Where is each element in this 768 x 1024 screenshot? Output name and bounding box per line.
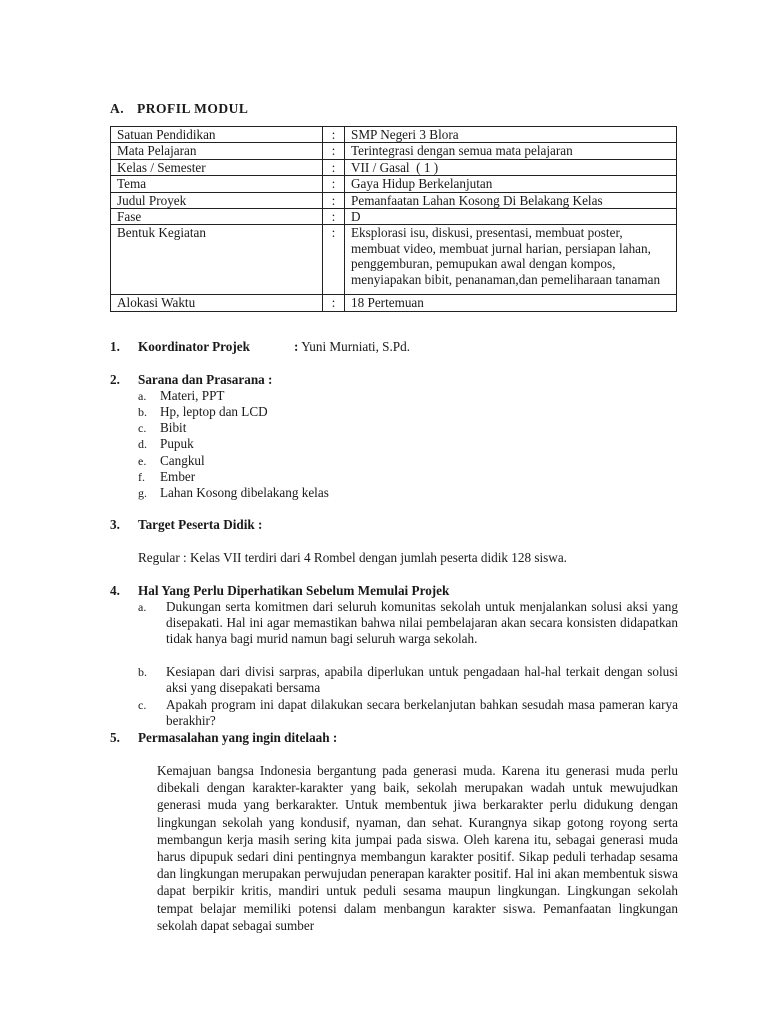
section-title: PROFIL MODUL bbox=[137, 101, 249, 116]
row-separator: : bbox=[323, 143, 345, 159]
row-value: VII / Gasal ( 1 ) bbox=[345, 159, 677, 175]
list-item bbox=[138, 469, 195, 485]
list-letter: f. bbox=[138, 470, 145, 484]
item-title: Sarana dan Prasarana : bbox=[138, 372, 273, 387]
list-text: Ember bbox=[160, 469, 196, 484]
item-separator: : bbox=[294, 339, 299, 354]
problem-heading bbox=[110, 730, 337, 746]
row-value: SMP Negeri 3 Blora bbox=[345, 127, 677, 143]
row-label: Tema bbox=[111, 176, 323, 192]
table-row bbox=[111, 225, 677, 295]
row-separator: : bbox=[323, 209, 345, 225]
table-row bbox=[111, 295, 677, 311]
row-value: Eksplorasi isu, diskusi, presentasi, membuat poster, membuat video, membuat jurnal harian, persiapan lahan, penggemburan, pemupukan awal dengan kompos, menyiapakan bibit, penanaman,dan pemeliharaan tanaman bbox=[345, 225, 677, 295]
item-number: 1. bbox=[110, 339, 120, 354]
list-text: Kesiapan dari divisi sarpras, apabila diperlukan untuk pengadaan hal-hal terkait dengan solusi aksi yang disepakati bersama bbox=[166, 664, 678, 695]
considerations-heading bbox=[110, 583, 449, 599]
item-number: 4. bbox=[110, 583, 120, 598]
problem-paragraph: Kemajuan bangsa Indonesia bergantung pada generasi muda. Karena itu generasi muda perlu dibekali dengan karakter-karakter yang baik, sekolah merupakan wadah untuk mewujudkan generasi muda yang berkarakter. Untuk membentuk jiwa berkarakter perlu didukung dengan lingkungan sekolah yang kondusif, nyaman, dan sehat. Kurangnya sikap gotong royong serta membangun kerja masih sering kita jumpai pada siswa. Oleh karena itu, sebagai generasi muda harus dipupuk sedari dini pentingnya membangun karakter positif. Sikap peduli terhadap sesama dan lingkungan merupakan perwujudan penerapan karakter positif. Hal ini akan membentuk siswa dapat berpikir kritis, mandiri untuk peduli sesama maupun lingkungan. Lingkungan sekolah tempat belajar memiliki potensi dalam menbangun karakter siswa. Pemanfaatan lingkungan sekolah dapat sebagai sumber bbox=[157, 763, 678, 933]
row-value: D bbox=[345, 209, 677, 225]
list-text: Pupuk bbox=[160, 436, 194, 451]
list-item bbox=[138, 388, 224, 404]
coordinator-item bbox=[110, 339, 410, 355]
list-text: Bibit bbox=[160, 420, 187, 435]
list-letter: b. bbox=[138, 665, 147, 679]
section-heading bbox=[110, 101, 248, 117]
list-item bbox=[138, 420, 186, 436]
facilities-heading bbox=[110, 372, 272, 388]
item-number: 2. bbox=[110, 372, 120, 387]
list-letter: e. bbox=[138, 454, 147, 468]
item-title: Hal Yang Perlu Diperhatikan Sebelum Memulai Projek bbox=[138, 583, 450, 598]
row-label: Satuan Pendidikan bbox=[111, 127, 323, 143]
list-letter: g. bbox=[138, 486, 147, 500]
row-value: Terintegrasi dengan semua mata pelajaran bbox=[345, 143, 677, 159]
list-letter: a. bbox=[138, 600, 147, 614]
list-letter: c. bbox=[138, 698, 147, 712]
row-label: Bentuk Kegiatan bbox=[111, 225, 323, 295]
row-value: Pemanfaatan Lahan Kosong Di Belakang Kelas bbox=[345, 192, 677, 208]
target-heading bbox=[110, 517, 262, 533]
list-item bbox=[138, 697, 678, 729]
list-item bbox=[138, 664, 678, 696]
table-row bbox=[111, 143, 677, 159]
row-label: Kelas / Semester bbox=[111, 159, 323, 175]
row-label: Mata Pelajaran bbox=[111, 143, 323, 159]
target-text: Regular : Kelas VII terdiri dari 4 Rombel dengan jumlah peserta didik 128 siswa. bbox=[138, 550, 567, 565]
item-title: Koordinator Projek bbox=[138, 339, 250, 354]
list-item bbox=[138, 404, 268, 420]
coordinator-name: Yuni Murniati, S.Pd. bbox=[301, 339, 411, 354]
row-label: Judul Proyek bbox=[111, 192, 323, 208]
list-text: Dukungan serta komitmen dari seluruh komunitas sekolah untuk menjalankan solusi aksi yang disepakati. Hal ini agar memastikan bahwa nilai pembelajaran akan secara konsisten didapatkan tidak hanya bagi murid namun bagi seluruh warga sekolah. bbox=[166, 599, 678, 646]
row-value: 18 Pertemuan bbox=[345, 295, 677, 311]
row-separator: : bbox=[323, 192, 345, 208]
row-separator: : bbox=[323, 127, 345, 143]
row-separator: : bbox=[323, 176, 345, 192]
list-item bbox=[138, 599, 678, 647]
list-text: Cangkul bbox=[160, 453, 205, 468]
row-label: Alokasi Waktu bbox=[111, 295, 323, 311]
list-letter: b. bbox=[138, 405, 147, 419]
table-row bbox=[111, 159, 677, 175]
row-value: Gaya Hidup Berkelanjutan bbox=[345, 176, 677, 192]
table-row bbox=[111, 209, 677, 225]
table-row bbox=[111, 192, 677, 208]
list-item bbox=[138, 485, 329, 501]
list-text: Materi, PPT bbox=[160, 388, 225, 403]
table-row bbox=[111, 127, 677, 143]
item-number: 5. bbox=[110, 730, 120, 745]
table-row bbox=[111, 176, 677, 192]
list-text: Apakah program ini dapat dilakukan secara berkelanjutan bahkan sesudah masa pameran karya berakhir? bbox=[166, 697, 678, 728]
list-text: Lahan Kosong dibelakang kelas bbox=[160, 485, 329, 500]
item-number: 3. bbox=[110, 517, 120, 532]
list-item bbox=[138, 453, 205, 469]
profile-table bbox=[110, 126, 677, 312]
row-label: Fase bbox=[111, 209, 323, 225]
list-text: Hp, leptop dan LCD bbox=[160, 404, 268, 419]
item-title: Target Peserta Didik : bbox=[138, 517, 263, 532]
row-separator: : bbox=[323, 225, 345, 295]
list-item bbox=[138, 436, 194, 452]
section-letter: A. bbox=[110, 101, 125, 116]
row-separator: : bbox=[323, 295, 345, 311]
item-title: Permasalahan yang ingin ditelaah : bbox=[138, 730, 338, 745]
row-separator: : bbox=[323, 159, 345, 175]
list-letter: d. bbox=[138, 437, 147, 451]
list-letter: a. bbox=[138, 389, 147, 403]
list-letter: c. bbox=[138, 421, 147, 435]
